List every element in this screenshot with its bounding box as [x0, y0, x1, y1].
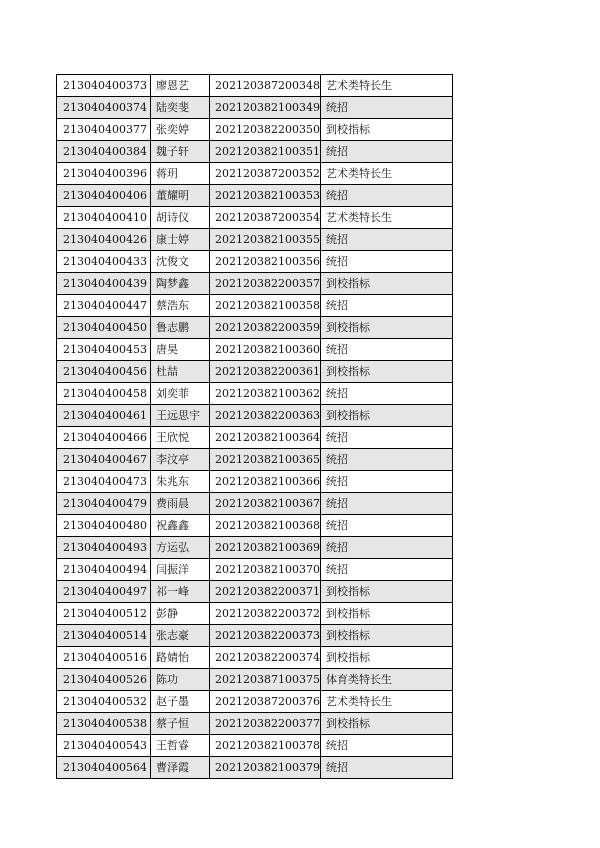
student-id-cell: 202120382100351 — [210, 141, 321, 163]
exam-number-cell: 213040400564 — [57, 757, 151, 779]
admission-type-cell: 艺术类特长生 — [321, 163, 453, 185]
table-row — [57, 317, 453, 339]
student-name-cell: 张奕婷 — [151, 119, 210, 141]
student-id-cell: 202120382200363 — [210, 405, 321, 427]
exam-number-cell: 213040400479 — [57, 493, 151, 515]
admission-type-cell: 统招 — [321, 339, 453, 361]
admission-type-cell: 统招 — [321, 559, 453, 581]
table-row — [57, 229, 453, 251]
student-id-cell: 202120382100356 — [210, 251, 321, 273]
exam-number-cell: 213040400450 — [57, 317, 151, 339]
table-row — [57, 141, 453, 163]
student-name-cell: 蔡子恒 — [151, 713, 210, 735]
student-name-cell: 彭静 — [151, 603, 210, 625]
admission-type-cell: 到校指标 — [321, 603, 453, 625]
student-name-cell: 蒋玥 — [151, 163, 210, 185]
table-row — [57, 449, 453, 471]
student-name-cell: 廖恩艺 — [151, 75, 210, 97]
exam-number-cell: 213040400447 — [57, 295, 151, 317]
exam-number-cell: 213040400384 — [57, 141, 151, 163]
exam-number-cell: 213040400538 — [57, 713, 151, 735]
exam-number-cell: 213040400516 — [57, 647, 151, 669]
table-row — [57, 713, 453, 735]
exam-number-cell: 213040400433 — [57, 251, 151, 273]
student-id-cell: 202120382200373 — [210, 625, 321, 647]
table-row — [57, 559, 453, 581]
student-id-cell: 202120382100379 — [210, 757, 321, 779]
table-row — [57, 669, 453, 691]
student-id-cell: 202120382100358 — [210, 295, 321, 317]
student-name-cell: 王远思宇 — [151, 405, 210, 427]
table-row — [57, 735, 453, 757]
exam-number-cell: 213040400426 — [57, 229, 151, 251]
student-name-cell: 沈俊文 — [151, 251, 210, 273]
student-id-cell: 202120382200377 — [210, 713, 321, 735]
student-id-cell: 202120387200354 — [210, 207, 321, 229]
table-row — [57, 537, 453, 559]
admission-type-cell: 统招 — [321, 537, 453, 559]
table-body — [57, 75, 453, 779]
admission-type-cell: 统招 — [321, 515, 453, 537]
exam-number-cell: 213040400374 — [57, 97, 151, 119]
table-row — [57, 361, 453, 383]
table-row — [57, 493, 453, 515]
admission-type-cell: 到校指标 — [321, 713, 453, 735]
admission-type-cell: 统招 — [321, 471, 453, 493]
admission-type-cell: 到校指标 — [321, 361, 453, 383]
exam-number-cell: 213040400480 — [57, 515, 151, 537]
table-row — [57, 163, 453, 185]
exam-number-cell: 213040400396 — [57, 163, 151, 185]
exam-number-cell: 213040400467 — [57, 449, 151, 471]
student-name-cell: 蔡浩东 — [151, 295, 210, 317]
admission-type-cell: 艺术类特长生 — [321, 207, 453, 229]
student-name-cell: 赵子墨 — [151, 691, 210, 713]
student-name-cell: 陈功 — [151, 669, 210, 691]
admission-type-cell: 统招 — [321, 141, 453, 163]
exam-number-cell: 213040400377 — [57, 119, 151, 141]
admission-type-cell: 到校指标 — [321, 647, 453, 669]
student-name-cell: 祝鑫鑫 — [151, 515, 210, 537]
table-row — [57, 383, 453, 405]
student-name-cell: 陆奕斐 — [151, 97, 210, 119]
table-row — [57, 295, 453, 317]
exam-number-cell: 213040400526 — [57, 669, 151, 691]
student-name-cell: 胡诗仪 — [151, 207, 210, 229]
exam-number-cell: 213040400458 — [57, 383, 151, 405]
student-name-cell: 曹泽霞 — [151, 757, 210, 779]
student-name-cell: 杜喆 — [151, 361, 210, 383]
table-row — [57, 757, 453, 779]
table-row — [57, 405, 453, 427]
exam-number-cell: 213040400543 — [57, 735, 151, 757]
student-id-cell: 202120382100366 — [210, 471, 321, 493]
table-row — [57, 581, 453, 603]
student-name-cell: 刘奕菲 — [151, 383, 210, 405]
table-row — [57, 339, 453, 361]
exam-number-cell: 213040400410 — [57, 207, 151, 229]
admission-type-cell: 统招 — [321, 185, 453, 207]
student-id-cell: 202120382100353 — [210, 185, 321, 207]
student-name-cell: 李汶亭 — [151, 449, 210, 471]
student-id-cell: 202120382100355 — [210, 229, 321, 251]
admission-type-cell: 统招 — [321, 295, 453, 317]
exam-number-cell: 213040400466 — [57, 427, 151, 449]
student-id-cell: 202120382100369 — [210, 537, 321, 559]
exam-number-cell: 213040400473 — [57, 471, 151, 493]
admission-type-cell: 统招 — [321, 757, 453, 779]
table-row — [57, 207, 453, 229]
table-row — [57, 691, 453, 713]
admission-type-cell: 统招 — [321, 383, 453, 405]
student-id-cell: 202120387100375 — [210, 669, 321, 691]
table-row — [57, 647, 453, 669]
table-row — [57, 97, 453, 119]
admission-type-cell: 统招 — [321, 251, 453, 273]
admission-type-cell: 到校指标 — [321, 119, 453, 141]
admission-type-cell: 统招 — [321, 97, 453, 119]
admission-list-table — [56, 74, 453, 779]
student-id-cell: 202120382200361 — [210, 361, 321, 383]
student-id-cell: 202120382200372 — [210, 603, 321, 625]
student-name-cell: 唐昊 — [151, 339, 210, 361]
admission-type-cell: 统招 — [321, 493, 453, 515]
exam-number-cell: 213040400494 — [57, 559, 151, 581]
student-id-cell: 202120382100370 — [210, 559, 321, 581]
student-id-cell: 202120382100362 — [210, 383, 321, 405]
table-row — [57, 273, 453, 295]
student-name-cell: 康士婷 — [151, 229, 210, 251]
student-id-cell: 202120387200352 — [210, 163, 321, 185]
admission-type-cell: 统招 — [321, 229, 453, 251]
admission-type-cell: 到校指标 — [321, 581, 453, 603]
admission-type-cell: 到校指标 — [321, 273, 453, 295]
student-id-cell: 202120382200350 — [210, 119, 321, 141]
student-name-cell: 鲁志鹏 — [151, 317, 210, 339]
student-id-cell: 202120387200376 — [210, 691, 321, 713]
student-id-cell: 202120382100365 — [210, 449, 321, 471]
table-row — [57, 119, 453, 141]
student-id-cell: 202120382200357 — [210, 273, 321, 295]
exam-number-cell: 213040400497 — [57, 581, 151, 603]
admission-type-cell: 体育类特长生 — [321, 669, 453, 691]
student-name-cell: 陶梦鑫 — [151, 273, 210, 295]
student-name-cell: 董耀明 — [151, 185, 210, 207]
exam-number-cell: 213040400373 — [57, 75, 151, 97]
student-name-cell: 方运弘 — [151, 537, 210, 559]
student-id-cell: 202120382100378 — [210, 735, 321, 757]
exam-number-cell: 213040400514 — [57, 625, 151, 647]
student-id-cell: 202120382100364 — [210, 427, 321, 449]
exam-number-cell: 213040400406 — [57, 185, 151, 207]
student-id-cell: 202120382100349 — [210, 97, 321, 119]
student-name-cell: 王欣悦 — [151, 427, 210, 449]
student-id-cell: 202120382200359 — [210, 317, 321, 339]
admission-type-cell: 艺术类特长生 — [321, 691, 453, 713]
exam-number-cell: 213040400493 — [57, 537, 151, 559]
table-row — [57, 75, 453, 97]
student-name-cell: 祁一峰 — [151, 581, 210, 603]
student-name-cell: 闫振洋 — [151, 559, 210, 581]
student-id-cell: 202120382100367 — [210, 493, 321, 515]
admission-type-cell: 到校指标 — [321, 405, 453, 427]
exam-number-cell: 213040400439 — [57, 273, 151, 295]
student-id-cell: 202120382100360 — [210, 339, 321, 361]
student-id-cell: 202120382200371 — [210, 581, 321, 603]
admission-type-cell: 统招 — [321, 427, 453, 449]
exam-number-cell: 213040400461 — [57, 405, 151, 427]
table-row — [57, 185, 453, 207]
admission-type-cell: 艺术类特长生 — [321, 75, 453, 97]
student-name-cell: 魏子轩 — [151, 141, 210, 163]
student-name-cell: 费雨晨 — [151, 493, 210, 515]
table-row — [57, 427, 453, 449]
table-row — [57, 251, 453, 273]
table-row — [57, 471, 453, 493]
admission-type-cell: 到校指标 — [321, 625, 453, 647]
student-name-cell: 朱兆东 — [151, 471, 210, 493]
student-name-cell: 张志豪 — [151, 625, 210, 647]
admission-type-cell: 到校指标 — [321, 317, 453, 339]
student-name-cell: 路婧怡 — [151, 647, 210, 669]
student-id-cell: 202120387200348 — [210, 75, 321, 97]
table-row — [57, 603, 453, 625]
exam-number-cell: 213040400453 — [57, 339, 151, 361]
admission-type-cell: 统招 — [321, 735, 453, 757]
exam-number-cell: 213040400532 — [57, 691, 151, 713]
table-row — [57, 515, 453, 537]
student-name-cell: 王哲睿 — [151, 735, 210, 757]
student-id-cell: 202120382200374 — [210, 647, 321, 669]
student-id-cell: 202120382100368 — [210, 515, 321, 537]
exam-number-cell: 213040400456 — [57, 361, 151, 383]
admission-type-cell: 统招 — [321, 449, 453, 471]
exam-number-cell: 213040400512 — [57, 603, 151, 625]
table-row — [57, 625, 453, 647]
